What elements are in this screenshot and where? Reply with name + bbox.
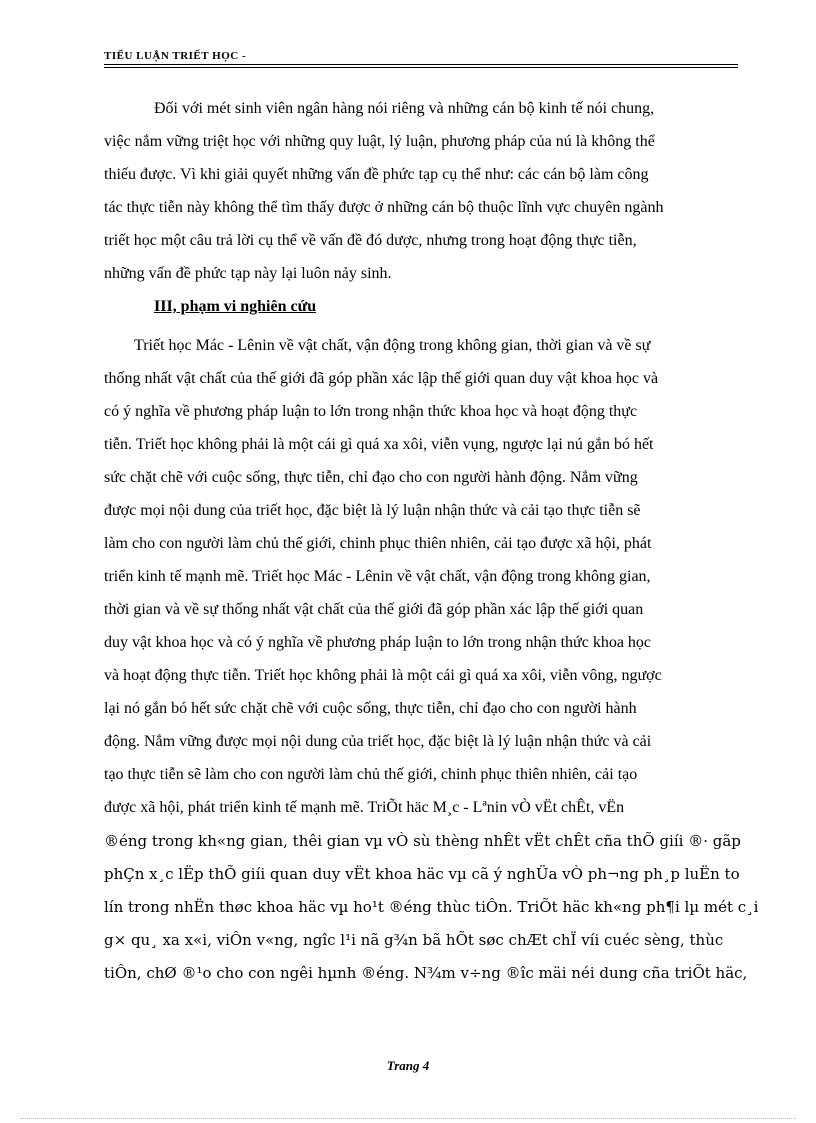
paragraph-line: động. Nắm vững được mọi nội dung của triết học, đặc biệt là lý luận nhận thức và cải bbox=[104, 733, 652, 750]
section-heading: III, phạm vi nghiên cứu bbox=[154, 298, 317, 315]
paragraph-line: thống nhất vật chất của thế giới đã góp phần xác lập thế giới quan duy vật khoa học và bbox=[104, 370, 659, 387]
legacy-encoded-line: phÇn x¸c lËp thÕ giíi quan duy vËt khoa häc vµ cã ý nghÜa vÒ ph¬ng ph¸p luËn to bbox=[104, 865, 740, 883]
paragraph-line: và hoạt động thực tiễn. Triết học không phải là một cái gì quá xa xôi, viễn vông, ngược bbox=[104, 667, 662, 684]
legacy-encoded-line: lín trong nhËn thøc khoa häc vµ ho¹t ®éng thùc tiÔn. TriÕt häc kh«ng ph¶i lµ mét c¸i bbox=[104, 898, 759, 916]
paragraph-line: sức chặt chẽ với cuộc sống, thực tiễn, chỉ đạo cho con người hành động. Nắm vững bbox=[104, 469, 638, 486]
paragraph-line: được mọi nội dung của triết học, đặc biệt là lý luận nhận thức và cải tạo thực tiễn sẽ bbox=[104, 502, 641, 519]
paragraph-line: duy vật khoa học và có ý nghĩa về phương pháp luận to lớn trong nhận thức khoa học bbox=[104, 634, 652, 651]
paragraph-line: lại nó gắn bó hết sức chặt chẽ với cuộc sống, thực tiễn, chỉ đạo cho con người hành bbox=[104, 700, 637, 717]
paragraph-line: tạo thực tiễn sẽ làm cho con người làm chủ thế giới, chinh phục thiên nhiên, cải tạo bbox=[104, 766, 638, 783]
paragraph-line: tác thực tiễn này không thể tìm thấy được ở những cán bộ thuộc lĩnh vực chuyên ngành bbox=[104, 199, 664, 216]
paragraph-line: làm cho con người làm chủ thế giới, chinh phục thiên nhiên, cải tạo được xã hội, phát bbox=[104, 535, 652, 552]
header-divider bbox=[104, 64, 738, 68]
paragraph-line: triển kinh tế mạnh mẽ. Triết học Mác - Lênin về vật chất, vận động trong không gian, bbox=[104, 568, 651, 585]
paragraph-line: thiếu được. Vì khi giải quyết những vấn đề phức tạp cụ thể như: các cán bộ làm công bbox=[104, 166, 649, 183]
paragraph-line: tiễn. Triết học không phải là một cái gì quá xa xôi, viễn vụng, ngược lại nú gắn bó hết bbox=[104, 436, 654, 453]
paragraph-line: Đối với mét sinh viên ngân hàng nói riêng và những cán bộ kinh tế nói chung, bbox=[154, 100, 655, 117]
paragraph-line: triết học một câu trả lời cụ thể về vấn đề đó dược, nhưng trong hoạt động thực tiễn, bbox=[104, 232, 637, 249]
page-number: Trang 4 bbox=[386, 1058, 430, 1073]
paragraph-line: Triết học Mác - Lênin về vật chất, vận động trong không gian, thời gian và về sự bbox=[134, 337, 651, 354]
page-bottom-border bbox=[20, 1118, 796, 1119]
paragraph-line: được xã hội, phát triển kinh tế mạnh mẽ. TriÕt häc M¸c - Lªnin vÒ vËt chÊt, vËn bbox=[104, 799, 625, 816]
legacy-encoded-line: tiÔn, chØ ®¹o cho con ngêi hµnh ®éng. N¾m v÷ng ®îc mäi néi dung cña triÕt häc, bbox=[104, 964, 748, 982]
paragraph-line: có ý nghĩa về phương pháp luận to lớn trong nhận thức khoa học và hoạt động thực bbox=[104, 403, 638, 420]
legacy-encoded-line: g× qu¸ xa x«i, viÔn v«ng, ngîc l¹i nã g¾n bã hÕt søc chÆt chÏ víi cuéc sèng, thùc bbox=[104, 931, 724, 949]
document-header: TIỂU LUẬN TRIẾT HỌC - bbox=[104, 50, 247, 62]
paragraph-line: việc nắm vững triệt học với những quy luật, lý luận, phương pháp của nú là không thể bbox=[104, 133, 655, 150]
paragraph-line: thời gian và về sự thống nhất vật chất của thế giới đã góp phần xác lập thế giới quan bbox=[104, 601, 644, 618]
legacy-encoded-line: ®éng trong kh«ng gian, thêi gian vµ vÒ sù thèng nhÊt vËt chÊt cña thÕ giíi ®· gãp bbox=[104, 832, 741, 850]
paragraph-line: những vấn đề phức tạp này lại luôn nảy sinh. bbox=[104, 265, 392, 282]
